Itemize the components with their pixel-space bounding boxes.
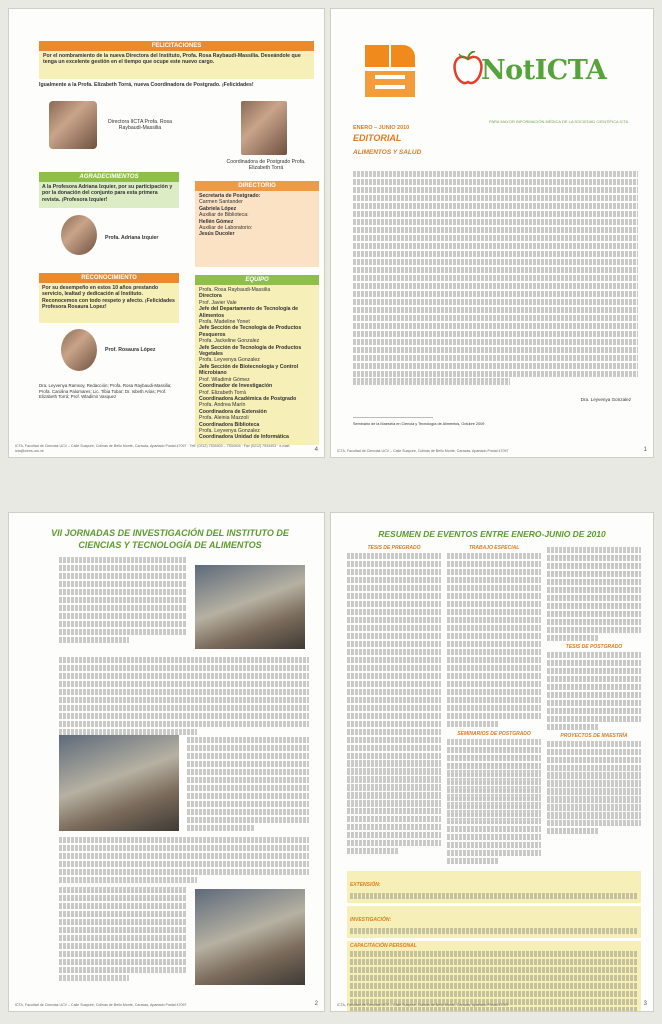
text-line xyxy=(353,315,638,321)
text-line xyxy=(353,211,638,217)
list-item: Profa. Leyvenya Gonzalez xyxy=(199,357,260,364)
text-line xyxy=(353,251,638,257)
text-line xyxy=(347,768,441,774)
capacitacion-box xyxy=(347,941,641,1012)
coordinator-caption: Coordinadora de Postgrado Profa. Elizabeth Torrá xyxy=(226,159,306,172)
list-item: Directora xyxy=(199,293,222,300)
text-line xyxy=(547,692,641,698)
text-line xyxy=(547,757,641,763)
text-line xyxy=(447,553,541,559)
text-line xyxy=(547,660,641,666)
text-line xyxy=(350,951,638,957)
text-line xyxy=(353,283,638,289)
text-line xyxy=(59,613,187,619)
text-line xyxy=(447,649,541,655)
text-line xyxy=(347,824,441,830)
adriana-photo xyxy=(61,215,97,255)
text-line xyxy=(547,804,641,810)
text-line xyxy=(547,812,641,818)
text-line xyxy=(547,716,641,722)
adriana-caption: Profa. Adriana Izquier xyxy=(105,235,159,241)
text-line xyxy=(187,745,309,751)
icta-logo xyxy=(365,45,415,97)
text-line xyxy=(547,684,641,690)
list-item: Coordinadora de Extensión xyxy=(199,408,267,415)
text-line xyxy=(59,935,187,941)
text-line xyxy=(447,755,541,761)
text-line xyxy=(187,825,254,831)
editorial-author: Dra. Leyvenya Gonzalez xyxy=(580,397,631,402)
text-line xyxy=(347,593,441,599)
text-line xyxy=(187,737,309,743)
text-line xyxy=(547,603,641,609)
text-line xyxy=(447,633,541,639)
text-line xyxy=(59,557,187,563)
text-line xyxy=(447,617,541,623)
list-item: Jefe Sección de Biotecnología y Control Microbiano xyxy=(199,363,299,377)
text-line xyxy=(187,817,309,823)
also-congrats-text: Igualmente a la Profa. Elizabeth Torrá, nueva Coordinadora de Postgrado. ¡Felicidades! xyxy=(39,82,254,88)
newsletter-logo-text: NotICTA xyxy=(481,55,607,86)
text-line xyxy=(353,219,638,225)
trabajo-especial-header: TRABAJO ESPECIAL xyxy=(468,545,520,551)
audience-photo xyxy=(59,735,179,831)
text-line xyxy=(59,637,129,643)
text-line xyxy=(347,832,441,838)
text-line xyxy=(59,657,309,663)
text-line xyxy=(187,769,309,775)
extension-label: EXTENSIÓN: xyxy=(350,882,381,888)
text-line xyxy=(59,681,309,687)
text-line xyxy=(447,593,541,599)
text-line xyxy=(347,760,441,766)
text-line xyxy=(353,355,638,361)
text-line xyxy=(347,792,441,798)
text-line xyxy=(187,777,309,783)
text-line xyxy=(547,724,599,730)
thanks-box xyxy=(39,172,179,208)
investigation-label: INVESTIGACIÓN: xyxy=(350,916,392,923)
list-item: Prof. Elizabeth Torrá xyxy=(199,389,246,396)
coordinator-photo xyxy=(241,101,287,155)
list-item: Coordinadora Biblioteca xyxy=(199,421,260,428)
text-line xyxy=(350,967,638,973)
text-line xyxy=(447,641,541,647)
recognition-header: RECONOCIMIENTO xyxy=(39,273,179,283)
text-line xyxy=(59,853,309,859)
column-2 xyxy=(447,545,541,866)
page-footer: ICTA, Facultad de Ciencias UCV – Calle Suapure, Colinas de Bello Monte, Caracas, Apartado Postal 47097 xyxy=(15,1002,187,1007)
text-line xyxy=(447,802,541,808)
text-line xyxy=(347,737,441,743)
text-line xyxy=(547,555,641,561)
text-line xyxy=(447,625,541,631)
seminarios-header: SEMINARIOS DE POSTGRADO xyxy=(457,730,531,737)
text-line xyxy=(347,697,441,703)
text-line xyxy=(59,869,309,875)
text-line xyxy=(347,816,441,822)
text-line xyxy=(353,171,638,177)
footnote: Seminario de la Maestría en Ciencia y Tecnología de Alimentos, Octubre 2009 xyxy=(353,422,485,426)
text-line xyxy=(447,786,541,792)
text-line xyxy=(187,761,309,767)
text-line xyxy=(447,705,541,711)
text-line xyxy=(353,371,638,377)
text-line xyxy=(447,818,541,824)
text-line xyxy=(350,959,638,965)
text-line xyxy=(347,705,441,711)
editorial-title: ALIMENTOS Y SALUD xyxy=(353,149,422,156)
page-2-sheet xyxy=(8,512,325,1012)
text-line xyxy=(350,975,638,981)
list-item: Auxiliar de Laboratorio: xyxy=(199,225,253,232)
text-line xyxy=(353,378,510,384)
director-caption: Directora IICTA Profa. Rosa Raybaudi-Massilia xyxy=(108,119,172,132)
column-3 xyxy=(547,545,641,836)
text-line xyxy=(347,601,441,607)
text-line xyxy=(59,943,187,949)
text-line xyxy=(547,780,641,786)
text-line xyxy=(547,595,641,601)
list-item: Prof. Javier Vale xyxy=(199,299,237,306)
column-1 xyxy=(347,545,441,856)
text-line xyxy=(547,652,641,658)
text-line xyxy=(547,828,599,834)
text-line xyxy=(353,179,638,185)
text-line xyxy=(447,689,541,695)
text-line xyxy=(59,861,309,867)
text-line xyxy=(353,363,638,369)
text-line xyxy=(547,749,641,755)
jornadas-title: VII JORNADAS DE INVESTIGACIÓN DEL INSTITUTO DE CIENCIAS Y TECNOLOGÍA DE ALIMENTOS xyxy=(51,528,289,550)
text-line xyxy=(347,561,441,567)
text-line xyxy=(59,581,187,587)
text-line xyxy=(447,739,541,745)
list-item: Profa. Rosa Raybaudi-Massilia xyxy=(199,287,271,293)
text-line xyxy=(347,681,441,687)
list-item: Jefe del Departamento de Tecnología de Alimentos xyxy=(199,306,299,319)
text-line xyxy=(59,721,309,727)
text-line xyxy=(347,649,441,655)
congrats-box xyxy=(39,41,314,79)
list-item: Coordinador de Investigación xyxy=(199,383,273,390)
text-line xyxy=(547,708,641,714)
text-line xyxy=(447,834,541,840)
proyectos-header: PROYECTOS DE MAESTRÍA xyxy=(560,732,628,739)
list-item: Jefe Sección de Tecnología de Productos Vegetales xyxy=(199,344,302,358)
staff-credits: Dra. Leyvenya Ramsoy, Redacción; Profa. Rosa Raybaudi-Massilia; Profa. Carolina Palomares; Lic. Tibia Tobar; Dr. Isbeth Arias; Prof. Elizabeth Torrá; Prof. Wladimir Vasquez xyxy=(39,383,172,400)
text-line xyxy=(347,657,441,663)
team-header: EQUIPO xyxy=(195,275,319,285)
text-line xyxy=(547,635,599,641)
event-group-photo xyxy=(195,565,305,649)
text-line xyxy=(59,689,309,695)
text-line xyxy=(350,1007,638,1012)
list-item: Secretaria de Postgrado: xyxy=(199,193,261,199)
text-line xyxy=(59,951,187,957)
text-line xyxy=(59,629,187,635)
text-line xyxy=(59,845,309,851)
page-footer: ICTA, Facultad de Ciencias UCV – Calle Suapure, Colinas de Bello Monte, Caracas, Apartado Postal 47097 · Telf: (0212) 7534403 – 7534404 · Fax (0212) 7534403 · e-mail: icta@ciens.ucv.ve xyxy=(15,444,291,453)
text-line xyxy=(447,826,541,832)
text-line xyxy=(547,788,641,794)
text-line xyxy=(353,339,638,345)
text-line xyxy=(59,959,187,965)
directory-header: DIRECTORIO xyxy=(195,181,319,191)
text-line xyxy=(350,991,638,997)
list-item: Profa. Leyvenya Gonzalez xyxy=(199,427,260,434)
text-line xyxy=(447,794,541,800)
list-item: Profa. Andrea Marín xyxy=(199,402,246,409)
text-line xyxy=(447,842,541,848)
director-photo xyxy=(49,101,97,149)
tesis-postgrado-header: TESIS DE POSTGRADO xyxy=(565,643,623,650)
text-line xyxy=(347,673,441,679)
text-line xyxy=(187,753,309,759)
text-line xyxy=(347,784,441,790)
list-item: Jesús Ducoler xyxy=(199,231,235,238)
text-line xyxy=(347,721,441,727)
page-number: 4 xyxy=(314,447,318,453)
congrats-text: Por el nombramiento de la nueva Directora del Instituto, Profa. Rosa Raybaudi-Massilia. Deseándole que tenga un excelente gestión en el tiempo que ocupe este nuevo cargo. xyxy=(43,53,301,66)
extension-box xyxy=(347,871,641,903)
thanks-text: A la Profesora Adriana Izquier, por su participación y por la donación del conjunto para esta primera revista. ¡Profesora Izquier! xyxy=(42,184,173,203)
text-line xyxy=(59,919,187,925)
text-line xyxy=(353,203,638,209)
text-line xyxy=(447,747,541,753)
text-line xyxy=(447,778,541,784)
text-line xyxy=(447,770,541,776)
text-line xyxy=(447,657,541,663)
text-line xyxy=(59,605,187,611)
text-line xyxy=(347,617,441,623)
text-line xyxy=(547,772,641,778)
text-line xyxy=(353,275,638,281)
text-line xyxy=(547,563,641,569)
list-item: Profa. Aleinia Mazzoli xyxy=(199,415,249,422)
page-number: 1 xyxy=(643,447,647,453)
text-line xyxy=(59,911,187,917)
text-line xyxy=(353,291,638,297)
text-line xyxy=(447,585,541,591)
text-line xyxy=(547,668,641,674)
page-footer: ICTA, Facultad de Ciencias UCV – Calle Suapure, Colinas de Bello Monte, Caracas, Apartado Postal 47097 xyxy=(337,448,509,453)
page-footer: ICTA, Facultad de Ciencias UCV – Calle Suapure, Colinas de Bello Monte, Caracas, Apartado Postal 47097 xyxy=(337,1002,509,1007)
text-line xyxy=(447,577,541,583)
text-line xyxy=(447,569,541,575)
text-line xyxy=(547,700,641,706)
text-line xyxy=(353,243,638,249)
text-line xyxy=(347,729,441,735)
text-line xyxy=(547,627,641,633)
text-line xyxy=(353,323,638,329)
text-line xyxy=(547,820,641,826)
text-line xyxy=(547,619,641,625)
text-line xyxy=(447,561,541,567)
text-line xyxy=(547,765,641,771)
text-line xyxy=(59,621,187,627)
list-item: Prof. Wladimir Gómez xyxy=(199,376,250,383)
text-line xyxy=(447,850,541,856)
text-line xyxy=(347,776,441,782)
text-line xyxy=(187,801,309,807)
text-line xyxy=(59,837,309,843)
text-line xyxy=(347,585,441,591)
list-item: Profa. Madeline Yonet xyxy=(199,319,250,326)
text-line xyxy=(347,753,441,759)
list-item: Hellén Gómez xyxy=(199,218,234,225)
text-line xyxy=(59,967,187,973)
text-line xyxy=(447,763,541,769)
text-line xyxy=(353,307,638,313)
text-line xyxy=(347,641,441,647)
text-line xyxy=(59,565,187,571)
list-item: Gabriela López xyxy=(199,205,237,212)
text-line xyxy=(187,785,309,791)
text-line xyxy=(353,187,638,193)
text-line xyxy=(59,597,187,603)
text-line xyxy=(59,887,187,893)
text-line xyxy=(353,259,638,265)
team-box xyxy=(195,275,319,445)
investigation-box xyxy=(347,906,641,938)
recognition-text: Por su desempeño en estos 10 años prestando servicio, lealtad y dedicación al Instituto. Reconocemos con todo respeto y afecto. ¡Felicidades Profesora Rosaura Lopez! xyxy=(42,285,175,311)
rosaura-photo xyxy=(61,329,97,371)
text-line xyxy=(59,729,197,735)
text-line xyxy=(59,673,309,679)
text-line xyxy=(347,609,441,615)
text-line xyxy=(347,689,441,695)
text-line xyxy=(547,547,641,553)
page-number: 2 xyxy=(314,1001,318,1007)
text-line xyxy=(347,840,441,846)
thanks-header: AGRADECIMIENTOS xyxy=(39,172,179,182)
list-item: Coordinadora Académica de Postgrado xyxy=(199,395,297,402)
text-line xyxy=(353,227,638,233)
congrats-header: FELICITACIONES xyxy=(39,41,314,51)
text-line xyxy=(347,553,441,559)
list-item: Auxiliar de Biblioteca: xyxy=(199,212,249,219)
directory-box xyxy=(195,181,319,267)
text-line xyxy=(353,331,638,337)
recognition-box xyxy=(39,273,179,323)
list-item: Coordinadora Unidad de Informática xyxy=(199,434,289,441)
section-title: EDITORIAL xyxy=(353,133,402,143)
text-line xyxy=(347,713,441,719)
text-line xyxy=(59,927,187,933)
text-line xyxy=(547,741,641,747)
list-item: Carmen Santander xyxy=(199,199,243,206)
text-line xyxy=(59,665,309,671)
page-number: 3 xyxy=(643,1001,647,1007)
text-line xyxy=(59,573,187,579)
text-line xyxy=(347,625,441,631)
text-line xyxy=(59,877,197,883)
text-line xyxy=(353,299,638,305)
page-3-sheet xyxy=(330,512,654,1012)
text-line xyxy=(347,577,441,583)
text-line xyxy=(353,267,638,273)
text-line xyxy=(547,676,641,682)
rosaura-caption: Prof. Rosaura López xyxy=(105,347,156,353)
text-line xyxy=(547,611,641,617)
text-line xyxy=(353,347,638,353)
page-1-sheet xyxy=(330,8,654,458)
text-line xyxy=(353,195,638,201)
apple-logo-icon xyxy=(453,51,483,85)
award-photo xyxy=(195,889,305,985)
text-line xyxy=(347,848,399,854)
text-line xyxy=(59,975,129,981)
text-line xyxy=(59,589,187,595)
text-line xyxy=(187,793,309,799)
text-line xyxy=(447,721,499,727)
text-line xyxy=(347,569,441,575)
text-line xyxy=(59,705,309,711)
summary-title: RESUMEN DE EVENTOS ENTRE ENERO-JUNIO DE 2010 xyxy=(378,529,606,539)
text-line xyxy=(59,895,187,901)
text-line xyxy=(59,697,309,703)
text-line xyxy=(547,579,641,585)
text-line xyxy=(59,713,309,719)
text-line xyxy=(447,810,541,816)
text-line xyxy=(447,681,541,687)
text-line xyxy=(347,665,441,671)
text-line xyxy=(350,983,638,989)
text-line xyxy=(347,633,441,639)
text-line xyxy=(353,235,638,241)
text-line xyxy=(447,609,541,615)
text-line xyxy=(59,903,187,909)
page-4-sheet xyxy=(8,8,325,458)
list-item: Profa. Jackeline Gonzalez xyxy=(199,338,260,345)
issue-date: ENERO – JUNIO 2010 xyxy=(353,125,410,131)
logo-subtitle: PARA MAYOR INFORMACIÓN MÉDICA DE LA SOCIEDAD CIENTÍFICA ICTA xyxy=(489,119,629,124)
text-line xyxy=(347,745,441,751)
text-line xyxy=(447,665,541,671)
text-line xyxy=(187,809,309,815)
text-line xyxy=(547,796,641,802)
text-line xyxy=(347,800,441,806)
capacitacion-label: CAPACITACIÓN PERSONAL xyxy=(350,942,417,949)
text-line xyxy=(447,673,541,679)
text-line xyxy=(447,601,541,607)
text-line xyxy=(547,587,641,593)
text-line xyxy=(547,571,641,577)
text-line xyxy=(447,713,541,719)
text-line xyxy=(347,808,441,814)
text-line xyxy=(447,858,499,864)
text-line xyxy=(447,697,541,703)
tesis-pregrado-header: TESIS DE PREGRADO xyxy=(367,545,421,551)
list-item: Jefe Sección de Tecnología de Productos Pesqueros xyxy=(199,325,302,338)
